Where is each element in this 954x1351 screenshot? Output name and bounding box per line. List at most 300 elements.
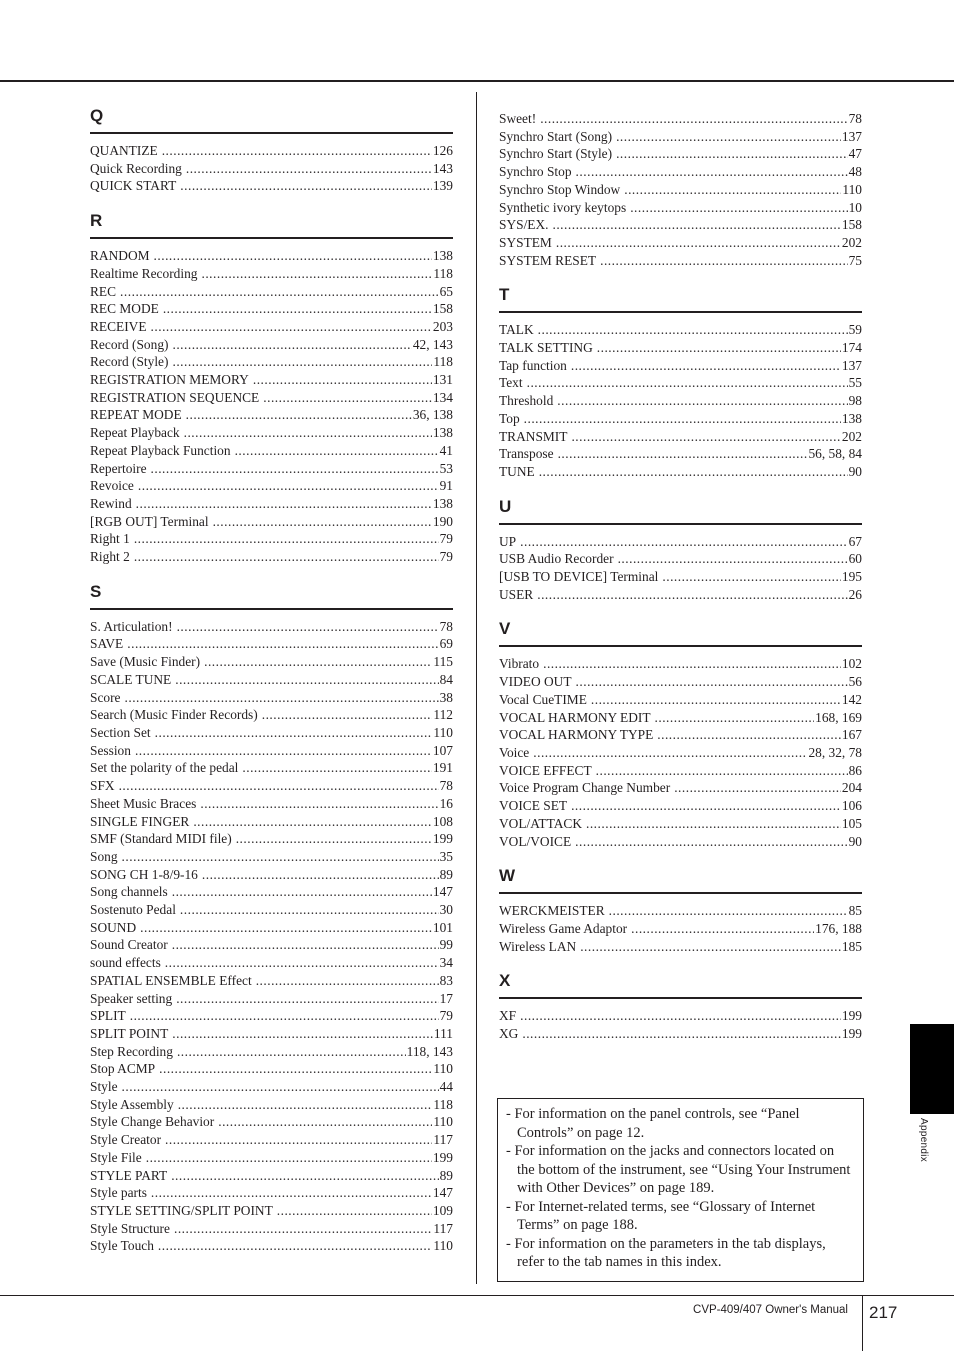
index-term: Style Creator bbox=[90, 1132, 162, 1148]
index-page-ref: 176, 188 bbox=[815, 920, 862, 936]
index-page-ref: 117 bbox=[433, 1220, 453, 1236]
dot-leader bbox=[177, 618, 439, 636]
dot-leader bbox=[262, 706, 433, 724]
index-page-ref: 84 bbox=[439, 671, 453, 687]
dot-leader bbox=[165, 954, 439, 972]
index-term: TUNE bbox=[499, 463, 535, 479]
section-entries bbox=[499, 902, 862, 955]
index-term: Style Structure bbox=[90, 1220, 170, 1236]
index-entry bbox=[90, 1078, 453, 1096]
index-entry bbox=[499, 216, 862, 234]
index-page-ref: 28, 32, 78 bbox=[808, 744, 862, 760]
index-entry bbox=[90, 901, 453, 919]
index-entry bbox=[90, 1096, 453, 1114]
index-page-ref: 107 bbox=[432, 742, 453, 758]
index-page-ref: 142 bbox=[841, 691, 862, 707]
dot-leader bbox=[172, 336, 411, 354]
index-entry bbox=[90, 530, 453, 548]
index-term: SONG CH 1-8/9-16 bbox=[90, 866, 198, 882]
index-entry bbox=[90, 813, 453, 831]
index-entry bbox=[90, 1237, 453, 1255]
index-term: Repeat Playback bbox=[90, 425, 180, 441]
index-entry bbox=[90, 1025, 453, 1043]
dot-leader bbox=[538, 321, 848, 339]
index-page-ref: 117 bbox=[433, 1132, 453, 1148]
section-letter: W bbox=[499, 866, 516, 886]
index-entry bbox=[90, 442, 453, 460]
dot-leader bbox=[174, 1220, 432, 1238]
index-entry bbox=[499, 902, 862, 920]
dot-leader bbox=[201, 265, 432, 283]
index-entry bbox=[499, 410, 862, 428]
index-entry bbox=[90, 1131, 453, 1149]
index-page-ref: 17 bbox=[439, 990, 453, 1006]
dot-leader bbox=[163, 300, 432, 318]
index-term: RANDOM bbox=[90, 248, 150, 264]
index-entry bbox=[90, 1220, 453, 1238]
dot-leader bbox=[120, 283, 439, 301]
dot-leader bbox=[527, 374, 848, 392]
dot-leader bbox=[122, 1078, 439, 1096]
dot-leader bbox=[151, 1184, 432, 1202]
index-term: [USB TO DEVICE] Terminal bbox=[499, 569, 659, 585]
index-term: Sheet Music Braces bbox=[90, 795, 197, 811]
index-page-ref: 85 bbox=[848, 903, 862, 919]
index-term: Right 2 bbox=[90, 549, 130, 565]
index-page-ref: 56 bbox=[848, 674, 862, 690]
index-term: Save (Music Finder) bbox=[90, 654, 201, 670]
index-entry bbox=[90, 424, 453, 442]
index-entry bbox=[90, 1167, 453, 1185]
index-entry bbox=[90, 618, 453, 636]
section-rule bbox=[499, 892, 862, 894]
section-entries bbox=[499, 1007, 862, 1042]
section-letter: T bbox=[499, 285, 510, 305]
info-box bbox=[497, 1098, 864, 1282]
dot-leader bbox=[520, 533, 847, 551]
index-page-ref: 38 bbox=[439, 689, 453, 705]
index-term: Vibrato bbox=[499, 656, 540, 672]
index-term: Song bbox=[90, 848, 118, 864]
section-entries bbox=[499, 655, 862, 850]
top-rule bbox=[0, 80, 954, 82]
index-term: Style bbox=[90, 1079, 118, 1095]
dot-leader bbox=[655, 709, 815, 727]
dot-leader bbox=[193, 813, 432, 831]
index-page-ref: 10 bbox=[848, 199, 862, 215]
index-entry bbox=[90, 830, 453, 848]
dot-leader bbox=[122, 848, 439, 866]
index-entry bbox=[90, 671, 453, 689]
index-entry bbox=[499, 357, 862, 375]
index-page-ref: 158 bbox=[432, 301, 453, 317]
index-term: Record (Style) bbox=[90, 354, 169, 370]
index-page-ref: 78 bbox=[439, 618, 453, 634]
dot-leader bbox=[159, 1060, 432, 1078]
index-term: SMF (Standard MIDI file) bbox=[90, 831, 232, 847]
index-page-ref: 147 bbox=[432, 884, 453, 900]
info-item: - For information on the jacks and connectors located on the bottom of the instrument, see “Using Your Instrument with Other Devices” on page 189. bbox=[506, 1143, 851, 1196]
index-page-ref: 138 bbox=[841, 410, 862, 426]
index-term: Style File bbox=[90, 1149, 142, 1165]
index-term: VOL/VOICE bbox=[499, 833, 572, 849]
section-entries bbox=[499, 321, 862, 480]
index-term: REC bbox=[90, 283, 117, 299]
index-entry bbox=[90, 1113, 453, 1131]
index-entry bbox=[499, 374, 862, 392]
dot-leader bbox=[533, 744, 807, 762]
index-page-ref: 190 bbox=[432, 513, 453, 529]
section-entries bbox=[90, 142, 453, 195]
index-page-ref: 44 bbox=[439, 1079, 453, 1095]
index-page-ref: 75 bbox=[848, 252, 862, 268]
index-page-ref: 110 bbox=[433, 1061, 453, 1077]
dot-leader bbox=[236, 830, 432, 848]
index-entry bbox=[90, 1007, 453, 1025]
index-page-ref: 48 bbox=[848, 164, 862, 180]
index-page-ref: 131 bbox=[432, 372, 453, 388]
index-entry bbox=[90, 954, 453, 972]
dot-leader bbox=[200, 795, 438, 813]
index-entry bbox=[90, 866, 453, 884]
index-entry bbox=[499, 428, 862, 446]
dot-leader bbox=[180, 901, 439, 919]
index-page-ref: 115 bbox=[433, 654, 453, 670]
dot-leader bbox=[235, 442, 439, 460]
index-term: QUICK START bbox=[90, 178, 177, 194]
section-letter: V bbox=[499, 619, 511, 639]
index-page-ref: 90 bbox=[848, 833, 862, 849]
index-page-ref: 105 bbox=[841, 815, 862, 831]
index-term: Step Recording bbox=[90, 1043, 173, 1059]
dot-leader bbox=[540, 110, 847, 128]
dot-leader bbox=[580, 938, 841, 956]
index-page-ref: 199 bbox=[432, 831, 453, 847]
dot-leader bbox=[674, 779, 841, 797]
index-entry bbox=[499, 533, 862, 551]
section-letter: S bbox=[90, 581, 102, 601]
dot-leader bbox=[218, 1113, 432, 1131]
index-entry bbox=[90, 353, 453, 371]
index-page-ref: 56, 58, 84 bbox=[808, 446, 862, 462]
index-page-ref: 59 bbox=[848, 322, 862, 338]
dot-leader bbox=[520, 1007, 841, 1025]
index-term: Synchro Stop bbox=[499, 164, 572, 180]
dot-leader bbox=[138, 477, 439, 495]
index-term: Right 1 bbox=[90, 531, 130, 547]
index-page-ref: 174 bbox=[841, 340, 862, 356]
index-term: REGISTRATION SEQUENCE bbox=[90, 389, 260, 405]
dot-leader bbox=[630, 199, 847, 217]
dot-leader bbox=[576, 673, 848, 691]
index-page-ref: 90 bbox=[848, 463, 862, 479]
index-page-ref: 47 bbox=[848, 146, 862, 162]
index-term: Repertoire bbox=[90, 460, 147, 476]
index-page-ref: 195 bbox=[841, 569, 862, 585]
index-page-ref: 26 bbox=[848, 586, 862, 602]
index-entry bbox=[90, 177, 453, 195]
index-term: USER bbox=[499, 586, 534, 602]
index-page-ref: 137 bbox=[841, 357, 862, 373]
dot-leader bbox=[543, 655, 841, 673]
dot-leader bbox=[624, 181, 841, 199]
index-term: VOL/ATTACK bbox=[499, 815, 582, 831]
index-term: SPLIT bbox=[90, 1008, 126, 1024]
index-entry bbox=[499, 762, 862, 780]
index-term: XF bbox=[499, 1008, 517, 1024]
section-letter: X bbox=[499, 971, 511, 991]
index-term: VOICE EFFECT bbox=[499, 762, 592, 778]
dot-leader bbox=[134, 548, 439, 566]
index-term: Speaker setting bbox=[90, 990, 173, 1006]
index-entry bbox=[90, 759, 453, 777]
index-entry bbox=[90, 265, 453, 283]
index-page-ref: 126 bbox=[432, 143, 453, 158]
index-entry bbox=[499, 339, 862, 357]
index-term: Threshold bbox=[499, 393, 554, 409]
dot-leader bbox=[537, 586, 847, 604]
dot-leader bbox=[263, 389, 432, 407]
dot-leader bbox=[172, 353, 432, 371]
index-page-ref: 168, 169 bbox=[815, 709, 862, 725]
dot-leader bbox=[125, 689, 439, 707]
index-page-ref: 69 bbox=[439, 636, 453, 652]
index-term: Stop ACMP bbox=[90, 1061, 156, 1077]
dot-leader bbox=[184, 424, 432, 442]
info-item: - For information on the panel controls, see “Panel Controls” on page 12. bbox=[506, 1106, 800, 1141]
index-page-ref: 138 bbox=[432, 425, 453, 441]
dot-leader bbox=[172, 883, 432, 901]
index-term: Synchro Start (Song) bbox=[499, 128, 613, 144]
index-entry bbox=[90, 247, 453, 265]
dot-leader bbox=[155, 724, 433, 742]
index-term: Synchro Stop Window bbox=[499, 181, 621, 197]
section-rule bbox=[90, 237, 453, 239]
dot-leader bbox=[186, 160, 432, 178]
index-page-ref: 89 bbox=[439, 1167, 453, 1183]
index-entry bbox=[90, 300, 453, 318]
dot-leader bbox=[609, 902, 848, 920]
dot-leader bbox=[242, 759, 432, 777]
index-term: SCALE TUNE bbox=[90, 671, 172, 687]
index-entry bbox=[90, 371, 453, 389]
index-entry bbox=[499, 568, 862, 586]
index-entry bbox=[499, 726, 862, 744]
index-page-ref: 79 bbox=[439, 1008, 453, 1024]
index-term: TRANSMIT bbox=[499, 428, 568, 444]
index-term: sound effects bbox=[90, 955, 161, 971]
index-term: Section Set bbox=[90, 724, 151, 740]
dot-leader bbox=[165, 1131, 432, 1149]
index-term: VOCAL HARMONY EDIT bbox=[499, 709, 651, 725]
index-term: USB Audio Recorder bbox=[499, 551, 614, 567]
index-page-ref: 99 bbox=[439, 937, 453, 953]
index-term: Session bbox=[90, 742, 131, 758]
dot-leader bbox=[556, 234, 841, 252]
section-entries bbox=[499, 533, 862, 604]
index-term: SYSTEM RESET bbox=[499, 252, 597, 268]
dot-leader bbox=[618, 550, 848, 568]
index-entry bbox=[499, 779, 862, 797]
index-term: Realtime Recording bbox=[90, 265, 198, 281]
index-page-ref: 199 bbox=[841, 1008, 862, 1024]
index-term: STYLE SETTING/SPLIT POINT bbox=[90, 1202, 273, 1218]
index-term: Tap function bbox=[499, 357, 567, 373]
index-term: Synthetic ivory keytops bbox=[499, 199, 627, 215]
dot-leader bbox=[571, 428, 840, 446]
index-term: SPATIAL ENSEMBLE Effect bbox=[90, 972, 252, 988]
index-entry bbox=[499, 586, 862, 604]
index-page-ref: 101 bbox=[432, 919, 453, 935]
dot-leader bbox=[558, 445, 808, 463]
index-page-ref: 137 bbox=[841, 128, 862, 144]
index-page-ref: 202 bbox=[841, 428, 862, 444]
index-term: Sweet! bbox=[499, 111, 537, 126]
index-term: VOICE SET bbox=[499, 798, 568, 814]
index-page-ref: 36, 138 bbox=[412, 407, 453, 423]
index-term: Top bbox=[499, 410, 520, 426]
index-entry bbox=[90, 883, 453, 901]
dot-leader bbox=[119, 777, 439, 795]
dot-leader bbox=[557, 392, 847, 410]
index-entry bbox=[499, 252, 862, 270]
index-page-ref: 110 bbox=[433, 1238, 453, 1254]
section-rule bbox=[499, 645, 862, 647]
index-page-ref: 185 bbox=[841, 938, 862, 954]
section-entries bbox=[90, 247, 453, 566]
index-page-ref: 118 bbox=[433, 1096, 453, 1112]
index-term: Record (Song) bbox=[90, 336, 169, 352]
index-page-ref: 83 bbox=[439, 972, 453, 988]
index-term: S. Articulation! bbox=[90, 618, 173, 634]
index-page-ref: 102 bbox=[841, 656, 862, 672]
index-page-ref: 202 bbox=[841, 234, 862, 250]
index-term: SAVE bbox=[90, 636, 124, 652]
section-rule bbox=[499, 997, 862, 999]
dot-leader bbox=[162, 142, 432, 160]
index-term: Voice Program Change Number bbox=[499, 780, 671, 796]
index-entry bbox=[90, 990, 453, 1008]
index-page-ref: 60 bbox=[848, 551, 862, 567]
index-entry bbox=[90, 389, 453, 407]
dot-leader bbox=[202, 866, 439, 884]
index-page-ref: 158 bbox=[841, 217, 862, 233]
index-term: Vocal CueTIME bbox=[499, 691, 587, 707]
index-page-ref: 203 bbox=[432, 318, 453, 334]
dot-leader bbox=[127, 635, 438, 653]
index-entry bbox=[499, 673, 862, 691]
column-divider bbox=[476, 92, 477, 1284]
index-page-ref: 65 bbox=[439, 283, 453, 299]
dot-leader bbox=[175, 671, 438, 689]
index-term: Revoice bbox=[90, 478, 134, 494]
index-term: SYSTEM bbox=[499, 234, 552, 250]
index-term: Wireless LAN bbox=[499, 938, 577, 954]
dot-leader bbox=[552, 216, 840, 234]
index-entry bbox=[499, 797, 862, 815]
dot-leader bbox=[151, 460, 439, 478]
index-term: Wireless Game Adaptor bbox=[499, 920, 628, 936]
dot-leader bbox=[204, 653, 432, 671]
dot-leader bbox=[253, 371, 432, 389]
dot-leader bbox=[146, 1149, 432, 1167]
section-letter: R bbox=[90, 211, 103, 231]
dot-leader bbox=[539, 463, 848, 481]
index-page-ref: 78 bbox=[439, 778, 453, 794]
index-entry bbox=[499, 163, 862, 181]
dot-leader bbox=[136, 495, 432, 513]
dot-leader bbox=[616, 128, 841, 146]
dot-leader bbox=[178, 1096, 433, 1114]
index-term: Synchro Start (Style) bbox=[499, 146, 613, 162]
index-term: Sostenuto Pedal bbox=[90, 902, 176, 918]
index-page-ref: 118 bbox=[433, 265, 453, 281]
index-term: Transpose bbox=[499, 446, 554, 462]
dot-leader bbox=[177, 1043, 406, 1061]
section-letter: U bbox=[499, 496, 512, 516]
index-entry bbox=[90, 513, 453, 531]
index-entry bbox=[90, 706, 453, 724]
index-term: Style Change Behavior bbox=[90, 1114, 215, 1130]
index-page-ref: 42, 143 bbox=[412, 336, 453, 352]
index-continuation-block bbox=[499, 110, 862, 269]
index-term: Voice bbox=[499, 744, 530, 760]
index-entry bbox=[90, 406, 453, 424]
dot-leader bbox=[600, 252, 848, 270]
index-entry bbox=[90, 653, 453, 671]
index-entry bbox=[499, 392, 862, 410]
index-entry bbox=[499, 181, 862, 199]
dot-leader bbox=[657, 726, 841, 744]
appendix-side-tab bbox=[910, 1024, 954, 1114]
index-term: Song channels bbox=[90, 884, 168, 900]
index-entry bbox=[90, 777, 453, 795]
index-entry bbox=[90, 1149, 453, 1167]
index-term: Search (Music Finder Records) bbox=[90, 707, 258, 723]
index-term: WERCKMEISTER bbox=[499, 903, 605, 919]
dot-leader bbox=[256, 972, 439, 990]
index-page-ref: 55 bbox=[848, 375, 862, 391]
index-page-ref: 143 bbox=[432, 160, 453, 176]
index-entry bbox=[499, 1025, 862, 1043]
index-entry bbox=[499, 655, 862, 673]
index-term: UP bbox=[499, 533, 517, 549]
index-page-ref: 110 bbox=[842, 181, 862, 197]
footer-divider bbox=[862, 1295, 863, 1351]
dot-leader bbox=[662, 568, 841, 586]
page-number: 217 bbox=[869, 1303, 898, 1322]
index-entry bbox=[90, 460, 453, 478]
dot-leader bbox=[171, 1167, 438, 1185]
index-page-ref: 67 bbox=[848, 533, 862, 549]
index-entry bbox=[90, 919, 453, 937]
index-page-ref: 110 bbox=[433, 1114, 453, 1130]
index-entry bbox=[90, 142, 453, 160]
section-rule bbox=[499, 311, 862, 313]
index-entry bbox=[90, 848, 453, 866]
index-entry bbox=[90, 318, 453, 336]
index-page-ref: 53 bbox=[439, 460, 453, 476]
index-page-ref: 199 bbox=[841, 1026, 862, 1042]
index-term: REGISTRATION MEMORY bbox=[90, 372, 249, 388]
section-rule bbox=[90, 608, 453, 610]
index-entry bbox=[499, 199, 862, 217]
index-page-ref: 204 bbox=[841, 780, 862, 796]
index-page-ref: 30 bbox=[439, 902, 453, 918]
info-item: - For information on the parameters in the tab displays, refer to the tab names in this index. bbox=[506, 1235, 826, 1270]
index-entry bbox=[499, 463, 862, 481]
index-entry bbox=[90, 1060, 453, 1078]
